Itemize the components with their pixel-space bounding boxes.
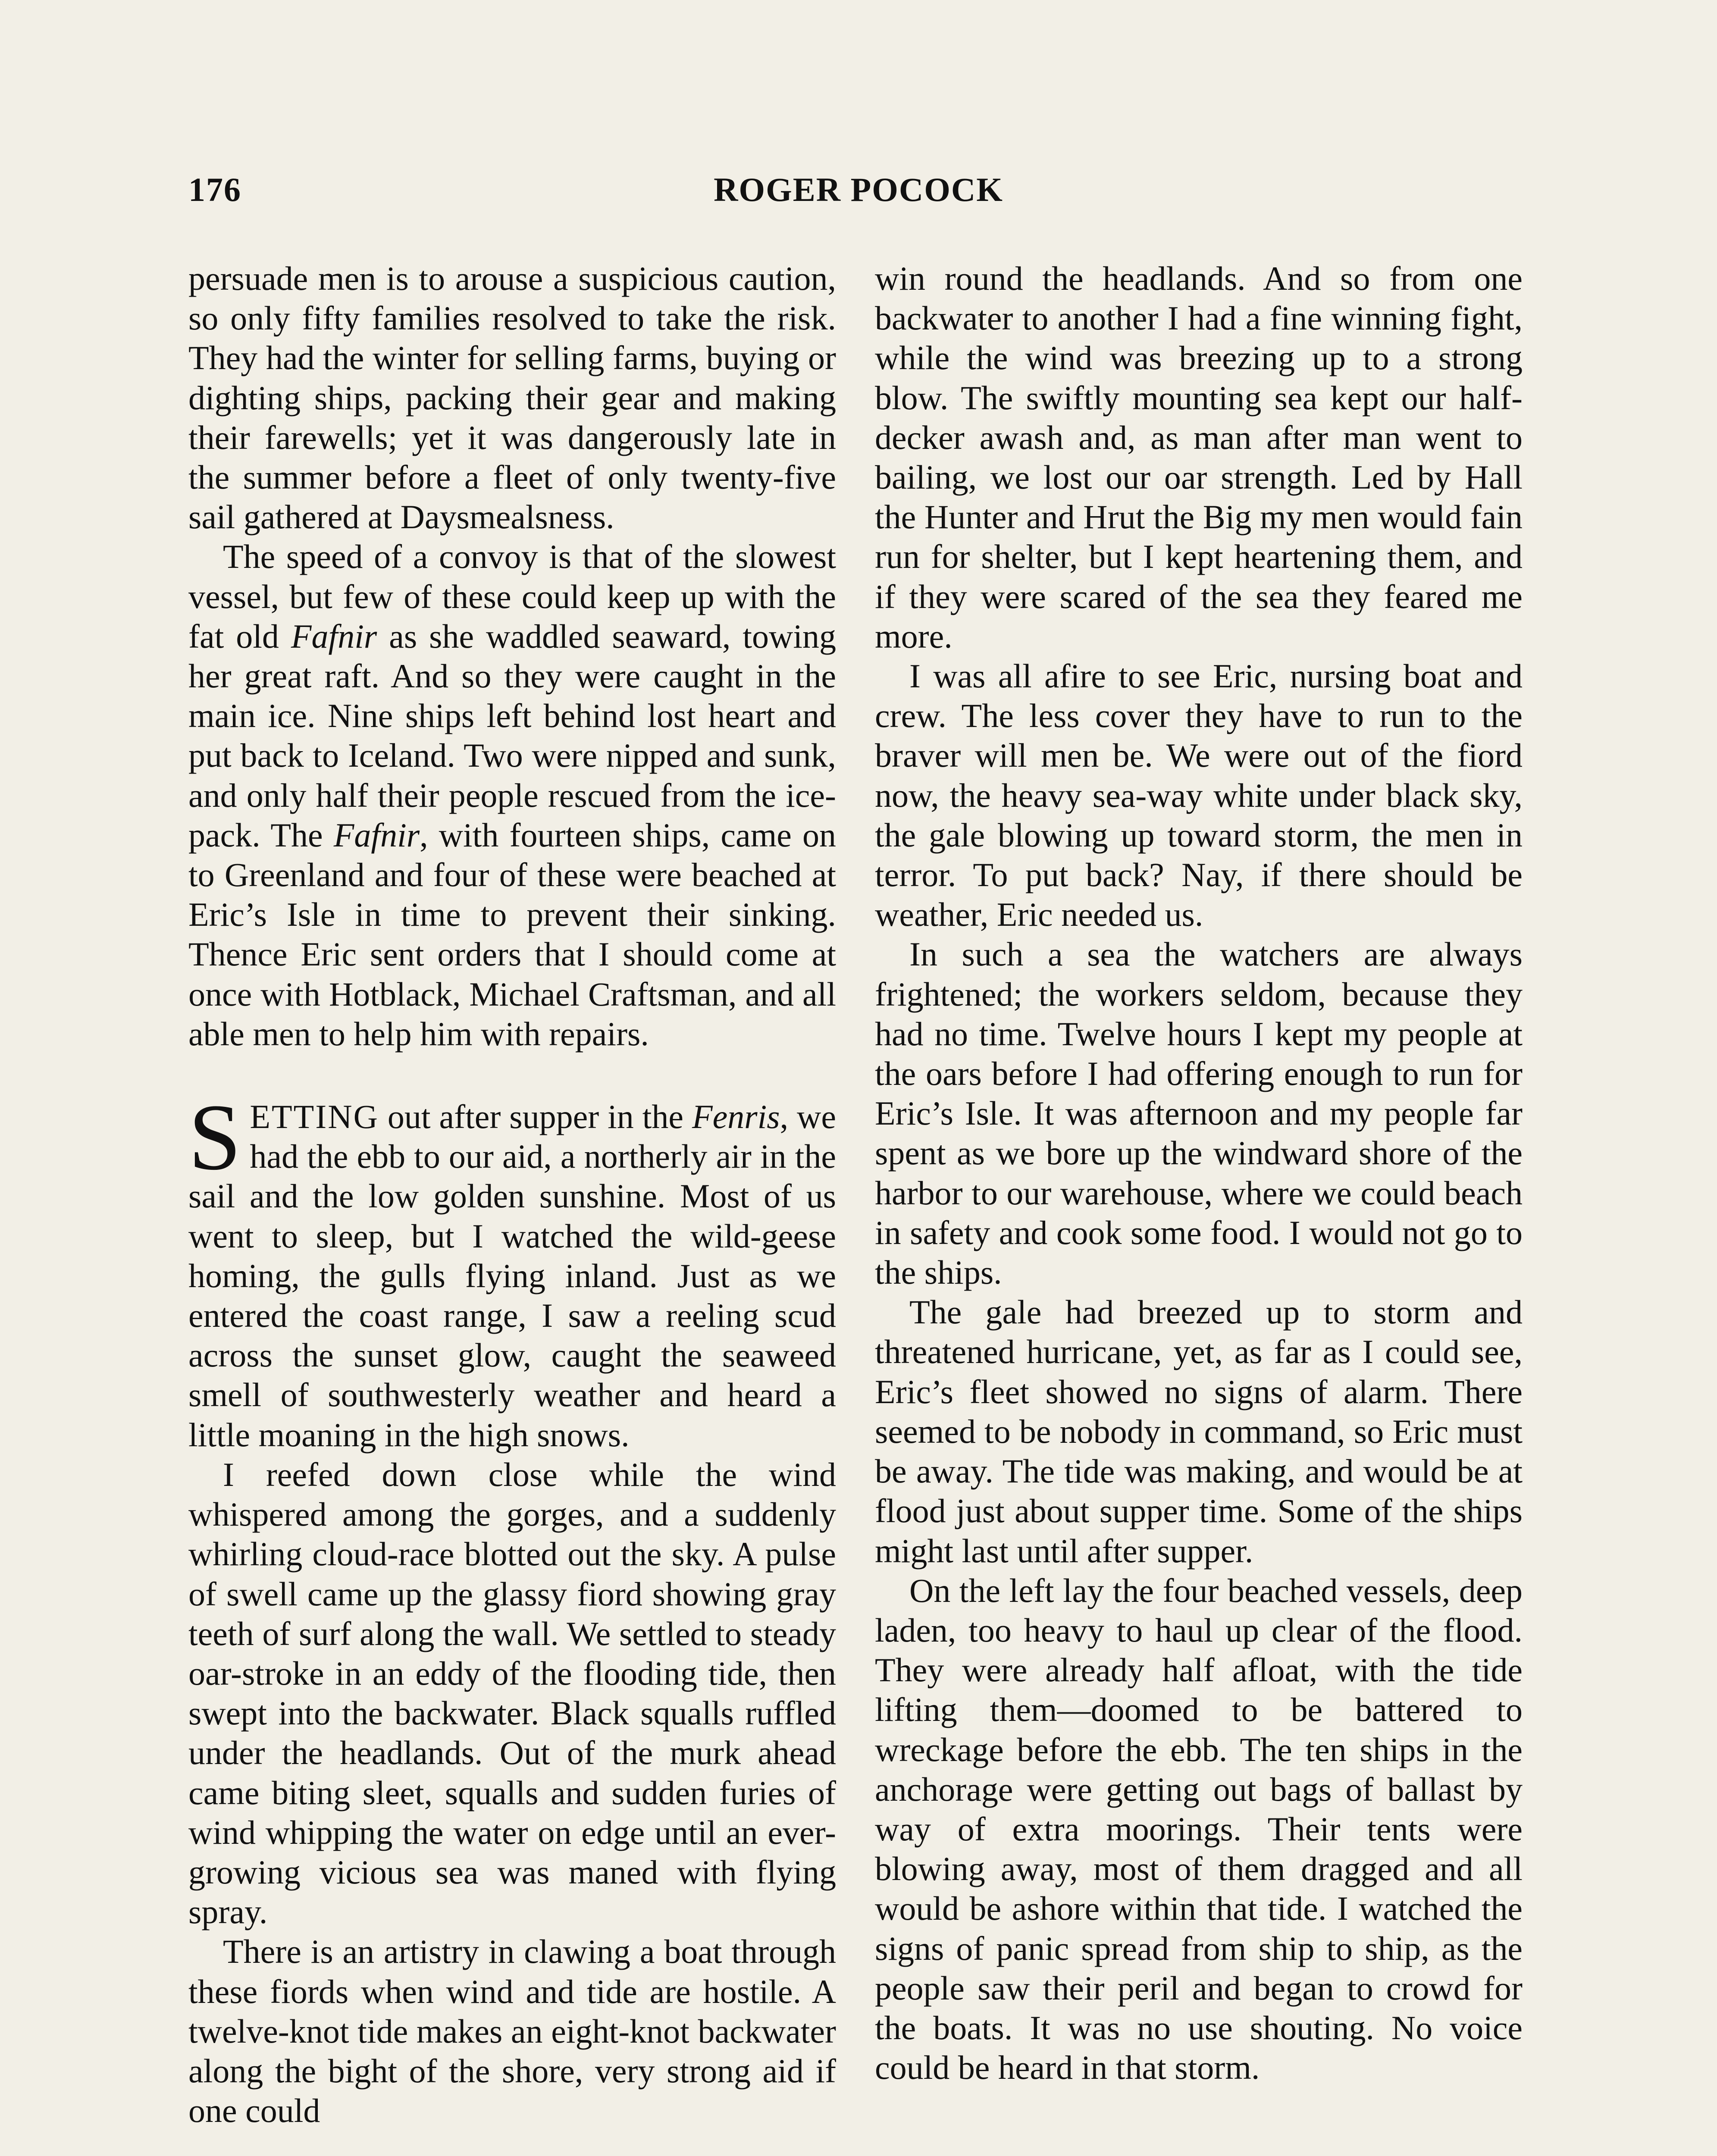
page-number: 176 <box>188 171 241 208</box>
paragraph: persuade men is to arouse a suspicious caution, so only fifty families resolved to take the risk. They had the winter for selling farms, buying or dighting ships, packing their gear and making their farewells; yet it was dangerously late in the summer before a fleet of only twenty-five sail gathered at Daysmealsness. <box>188 260 836 536</box>
right-column <box>875 259 1523 2087</box>
paragraph: On the left lay the four beached vessels, deep laden, too heavy to haul up clear of the flood. They were already half afloat, with the tide lifting them—doomed to be battered to wreckage before the ebb. The ten ships in the anchorage were getting out bags of ballast by way of extra moorings. Their tents were blowing away, most of them dragged and all would be ashore within that tide. I watched the signs of panic spread from ship to ship, as the people saw their peril and began to crowd for the boats. It was no use shouting. No voice could be heard in that storm. <box>875 1571 1523 2087</box>
paragraph: I was all afire to see Eric, nursing boat and crew. The less cover they have to run to the braver will men be. We were out of the fiord now, the heavy sea-way white under black sky, the gale blowing up toward storm, the men in terror. To put back? Nay, if there should be weather, Eric needed us. <box>875 657 1523 934</box>
section-lead-word: ETTING <box>250 1098 379 1136</box>
paragraph: I reefed down close while the wind whispered among the gorges, and a suddenly whirling cloud-race blotted out the sky. A pulse of swell came up the glassy fiord showing gray teeth of surf along the wall. We settled to steady oar-stroke in an eddy of the flooding tide, then swept into the backwater. Black squalls ruffled under the headlands. Out of the murk ahead came biting sleet, squalls and sudden furies of wind whipping the water on edge until an ever-growing vicious sea was maned with flying spray. <box>188 1455 836 1931</box>
paragraph: The gale had breezed up to storm and threatened hurricane, yet, as far as I could see, Eric’s fleet showed no signs of alarm. There seemed to be nobody in command, so Eric must be away. The tide was making, and would be at flood just about supper time. Some of the ships might last until after supper. <box>875 1293 1523 1570</box>
left-column <box>188 259 836 2131</box>
paragraph: The speed of a convoy is that of the slowest vessel, but few of these could keep up with the fat old Fafnir as she waddled seaward, towing her great raft. And so they were caught in the main ice. Nine ships left behind lost heart and put back to Iceland. Two were nipped and sunk, and only half their people rescued from the ice-pack. The Fafnir, with fourteen ships, came on to Greenland and four of these were beached at Eric’s Isle in time to prevent their sinking. Thence Eric sent orders that I should come at once with Hotblack, Michael Craftsman, and all able men to help him with repairs. <box>188 538 836 1053</box>
page-header <box>188 170 1529 218</box>
section-opening-text: out after supper in the Fenris, we had the ebb to our aid, a northerly air in the sail and the low golden sunshine. Most of us went to sleep, but I watched the wild-geese homing, the gulls flying inland. Just as we entered the coast range, I saw a reeling scud across the sunset glow, caught the seaweed smell of southwesterly weather and heard a little moaning in the high snows. <box>188 1098 836 1454</box>
running-head: ROGER POCOCK <box>714 171 1003 208</box>
section-opening-paragraph <box>188 1084 836 1455</box>
paragraph: In such a sea the watchers are always frightened; the workers seldom, because they had no time. Twelve hours I kept my people at the oars before I had offering enough to run for Eric’s Isle. It was afternoon and my people far spent as we bore up the windward shore of the harbor to our warehouse, where we could beach in safety and cook some food. I would not go to the ships. <box>875 935 1523 1291</box>
paragraph: There is an artistry in clawing a boat through these fiords when wind and tide are hostile. A twelve-knot tide makes an eight-knot backwater along the bight of the shore, very strong aid if one could <box>188 1933 836 2130</box>
paragraph: win round the headlands. And so from one backwater to another I had a fine winning fight, while the wind was breezing up to a strong blow. The swiftly mounting sea kept our half-decker awash and, as man after man went to bailing, we lost our oar strength. Led by Hall the Hunter and Hrut the Big my men would fain run for shelter, but I kept heartening them, and if they were scared of the sea they feared me more. <box>875 260 1523 655</box>
drop-cap: S <box>188 1084 241 1190</box>
